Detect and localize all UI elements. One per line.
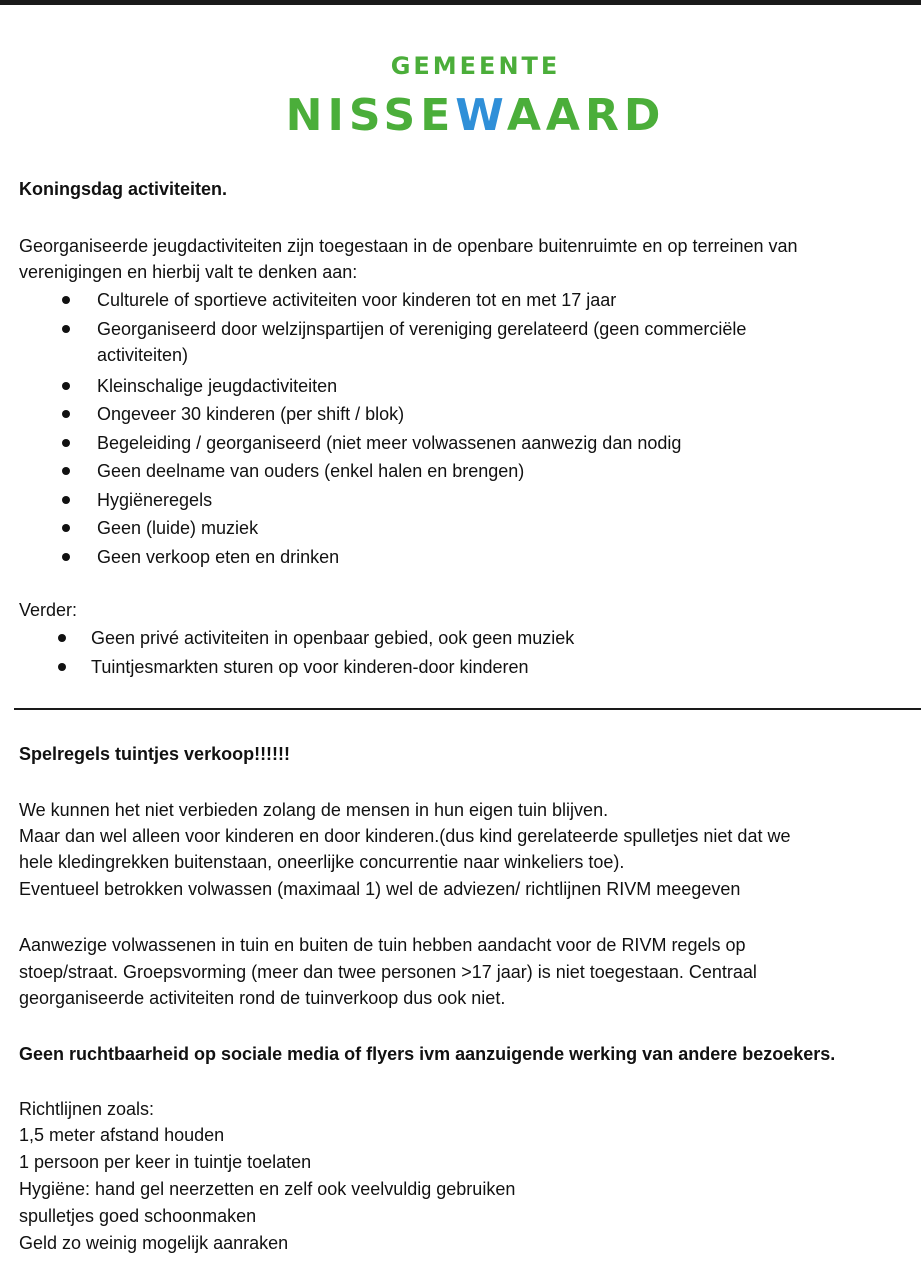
section1-title: Koningsdag activiteiten. [19,179,228,199]
bullet-dot [62,553,70,561]
bullet-item: Kleinschalige jeugdactiviteiten [97,376,338,396]
paragraph-line: Maar dan wel alleen voor kinderen en door kinderen.(dus kind gerelateerde spulletjes niet dat we [19,826,791,846]
section-divider [14,708,921,710]
guideline-line: Hygiëne: hand gel neerzetten en zelf ook veelvuldig gebruiken [19,1179,516,1199]
paragraph-line: Eventueel betrokken volwassen (maximaal 1) wel de adviezen/ richtlijnen RIVM meegeven [19,879,741,899]
bullet-item: Culturele of sportieve activiteiten voor kinderen tot en met 17 jaar [97,290,617,310]
bold-note: Geen ruchtbaarheid op sociale media of flyers ivm aanzuigende werking van andere bezoekers. [19,1044,836,1064]
verder-item: Geen privé activiteiten in openbaar gebied, ook geen muziek [91,628,575,648]
paragraph-line: Aanwezige volwassenen in tuin en buiten de tuin hebben aandacht voor de RIVM regels op [19,935,746,955]
bullet-item: Begeleiding / georganiseerd (niet meer volwassenen aanwezig dan nodig [97,433,682,453]
bullet-item: Geen deelname van ouders (enkel halen en brengen) [97,461,525,481]
top-border [0,0,921,5]
bullet-item: Hygiëneregels [97,490,213,510]
guideline-line: 1 persoon per keer in tuintje toelaten [19,1152,312,1172]
bullet-item: Ongeveer 30 kinderen (per shift / blok) [97,404,405,424]
section2-title: Spelregels tuintjes verkoop!!!!!! [19,744,291,764]
logo-part-w: W [455,90,507,141]
guideline-line: spulletjes goed schoonmaken [19,1206,257,1226]
guideline-line: 1,5 meter afstand houden [19,1125,225,1145]
logo-part-a: NISSE [285,90,456,141]
bullet-dot [62,325,70,333]
bullet-dot [62,296,70,304]
bullet-dot [62,467,70,475]
paragraph-line: hele kledingrekken buitenstaan, oneerlijke concurrentie naar winkeliers toe). [19,852,625,872]
section1-intro-line2: verenigingen en hierbij valt te denken aan: [19,262,358,282]
bullet-item: Geen (luide) muziek [97,518,259,538]
bullet-dot [62,410,70,418]
bullet-dot [62,524,70,532]
bullet-item: Georganiseerd door welzijnspartijen of vereniging gerelateerd (geen commerciële [97,319,747,339]
logo-gemeente: GEMEENTE [390,52,561,80]
section1-intro-line1: Georganiseerde jeugdactiviteiten zijn toegestaan in de openbare buitenruimte en op terreinen van [19,236,798,256]
paragraph-line: georganiseerde activiteiten rond de tuinverkoop dus ook niet. [19,988,506,1008]
logo-part-b: AARD [506,90,666,141]
verder-label: Verder: [19,600,78,620]
logo-nissewaard [0,88,921,144]
guideline-line: Geld zo weinig mogelijk aanraken [19,1233,289,1253]
bullet-item-continuation: activiteiten) [97,345,189,365]
bullet-dot [58,663,66,671]
bullet-item: Geen verkoop eten en drinken [97,547,340,567]
bullet-dot [58,634,66,642]
guideline-line: Richtlijnen zoals: [19,1099,155,1119]
bullet-dot [62,496,70,504]
bullet-dot [62,382,70,390]
verder-item: Tuintjesmarkten sturen op voor kinderen-door kinderen [91,657,529,677]
bullet-dot [62,439,70,447]
paragraph-line: stoep/straat. Groepsvorming (meer dan twee personen >17 jaar) is niet toegestaan. Centraal [19,962,757,982]
paragraph-line: We kunnen het niet verbieden zolang de mensen in hun eigen tuin blijven. [19,800,609,820]
